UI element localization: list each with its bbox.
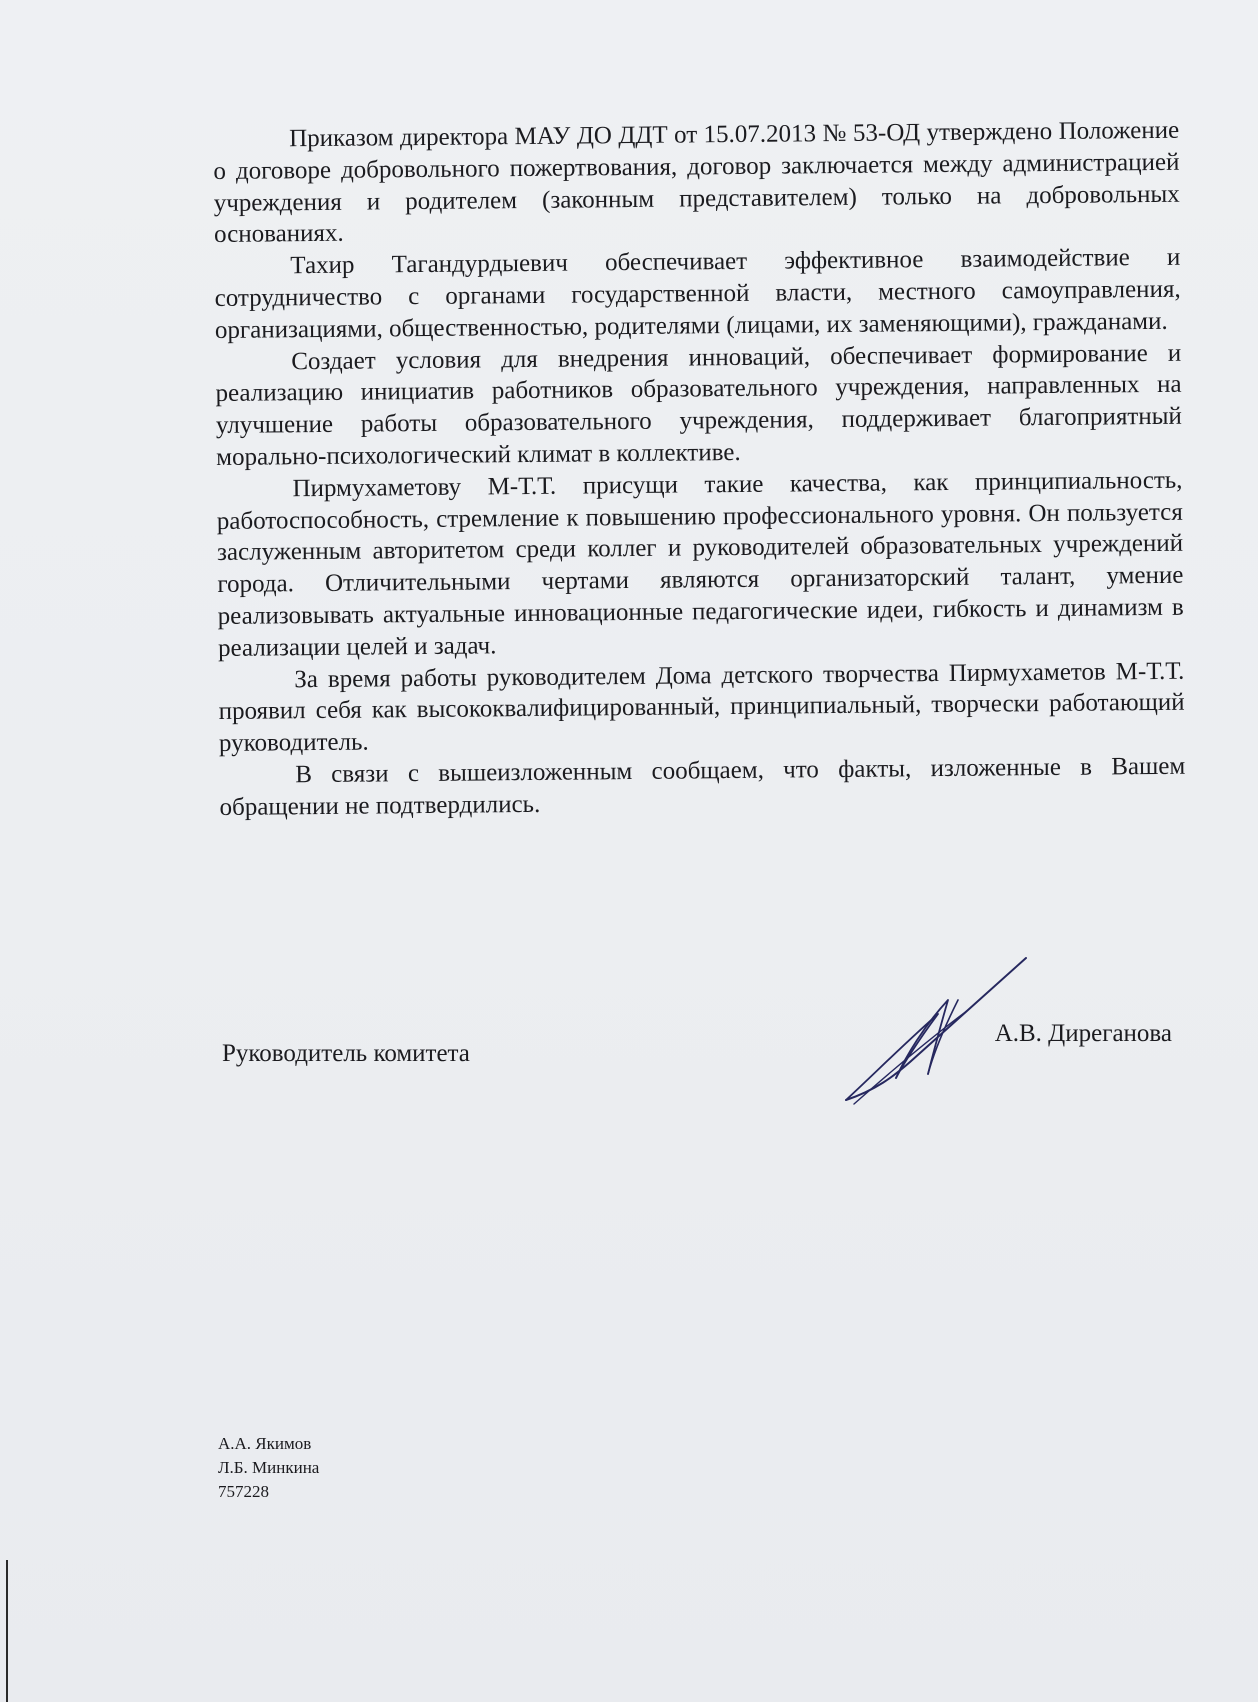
paragraph-cooperation: Тахир Тагандурдыевич обеспечивает эффективное взаимодействие и сотрудничество с органами государственной власти, местного самоуправления, организациями, общественностью, родителями (лицами, их заменяющими), гражданами. [214,243,1181,344]
signatory-name: А.В. Диреганова [994,1020,1172,1047]
paragraph-innovation: Создает условия для внедрения инноваций, обеспечивает формирование и реализацию инициатив работников образовательного учреждения, направленных на улучшение работы образовательного учреждения, поддерживает благоприятный морально-психологический климат в коллективе. [215,339,1182,471]
executors-block [218,1432,319,1504]
executor-line: Л.Б. Минкина [218,1458,320,1477]
paragraph-conclusion: В связи с вышеизложенным сообщаем, что факты, изложенные в Вашем обращении не подтвердились. [219,752,1186,821]
signatory-title: Руководитель комитета [222,1040,470,1067]
paragraph-performance: За время работы руководителем Дома детского творчества Пирмухаметов М-Т.Т. проявил себя как высококвалифицированный, принципиальный, творчески работающий руководитель. [218,657,1185,758]
letter-body [213,115,1186,824]
scan-edge-mark [6,1560,8,1702]
handwritten-signature-icon [836,954,1036,1106]
paragraph-qualities: Пирмухаметову М-Т.Т. присущи такие качества, как принципиальность, работоспособность, стремление к повышению профессионального уровня. Он пользуется заслуженным авторитетом среди коллег и руководителей образовательных учреждений города. Отличительными чертами являются организаторский талант, умение реализовывать актуальные инновационные педагогические идеи, гибкость и динамизм в реализации целей и задач. [216,466,1184,662]
paragraph-order: Приказом директора МАУ ДО ДДТ от 15.07.2013 № 53-ОД утверждено Положение о договоре добровольного пожертвования, договор заключается между администрацией учреждения и родителем (законным представителем) только на добровольных основаниях. [213,116,1180,249]
executor-line: А.А. Якимов [218,1434,312,1453]
executor-phone: 757228 [218,1482,269,1501]
